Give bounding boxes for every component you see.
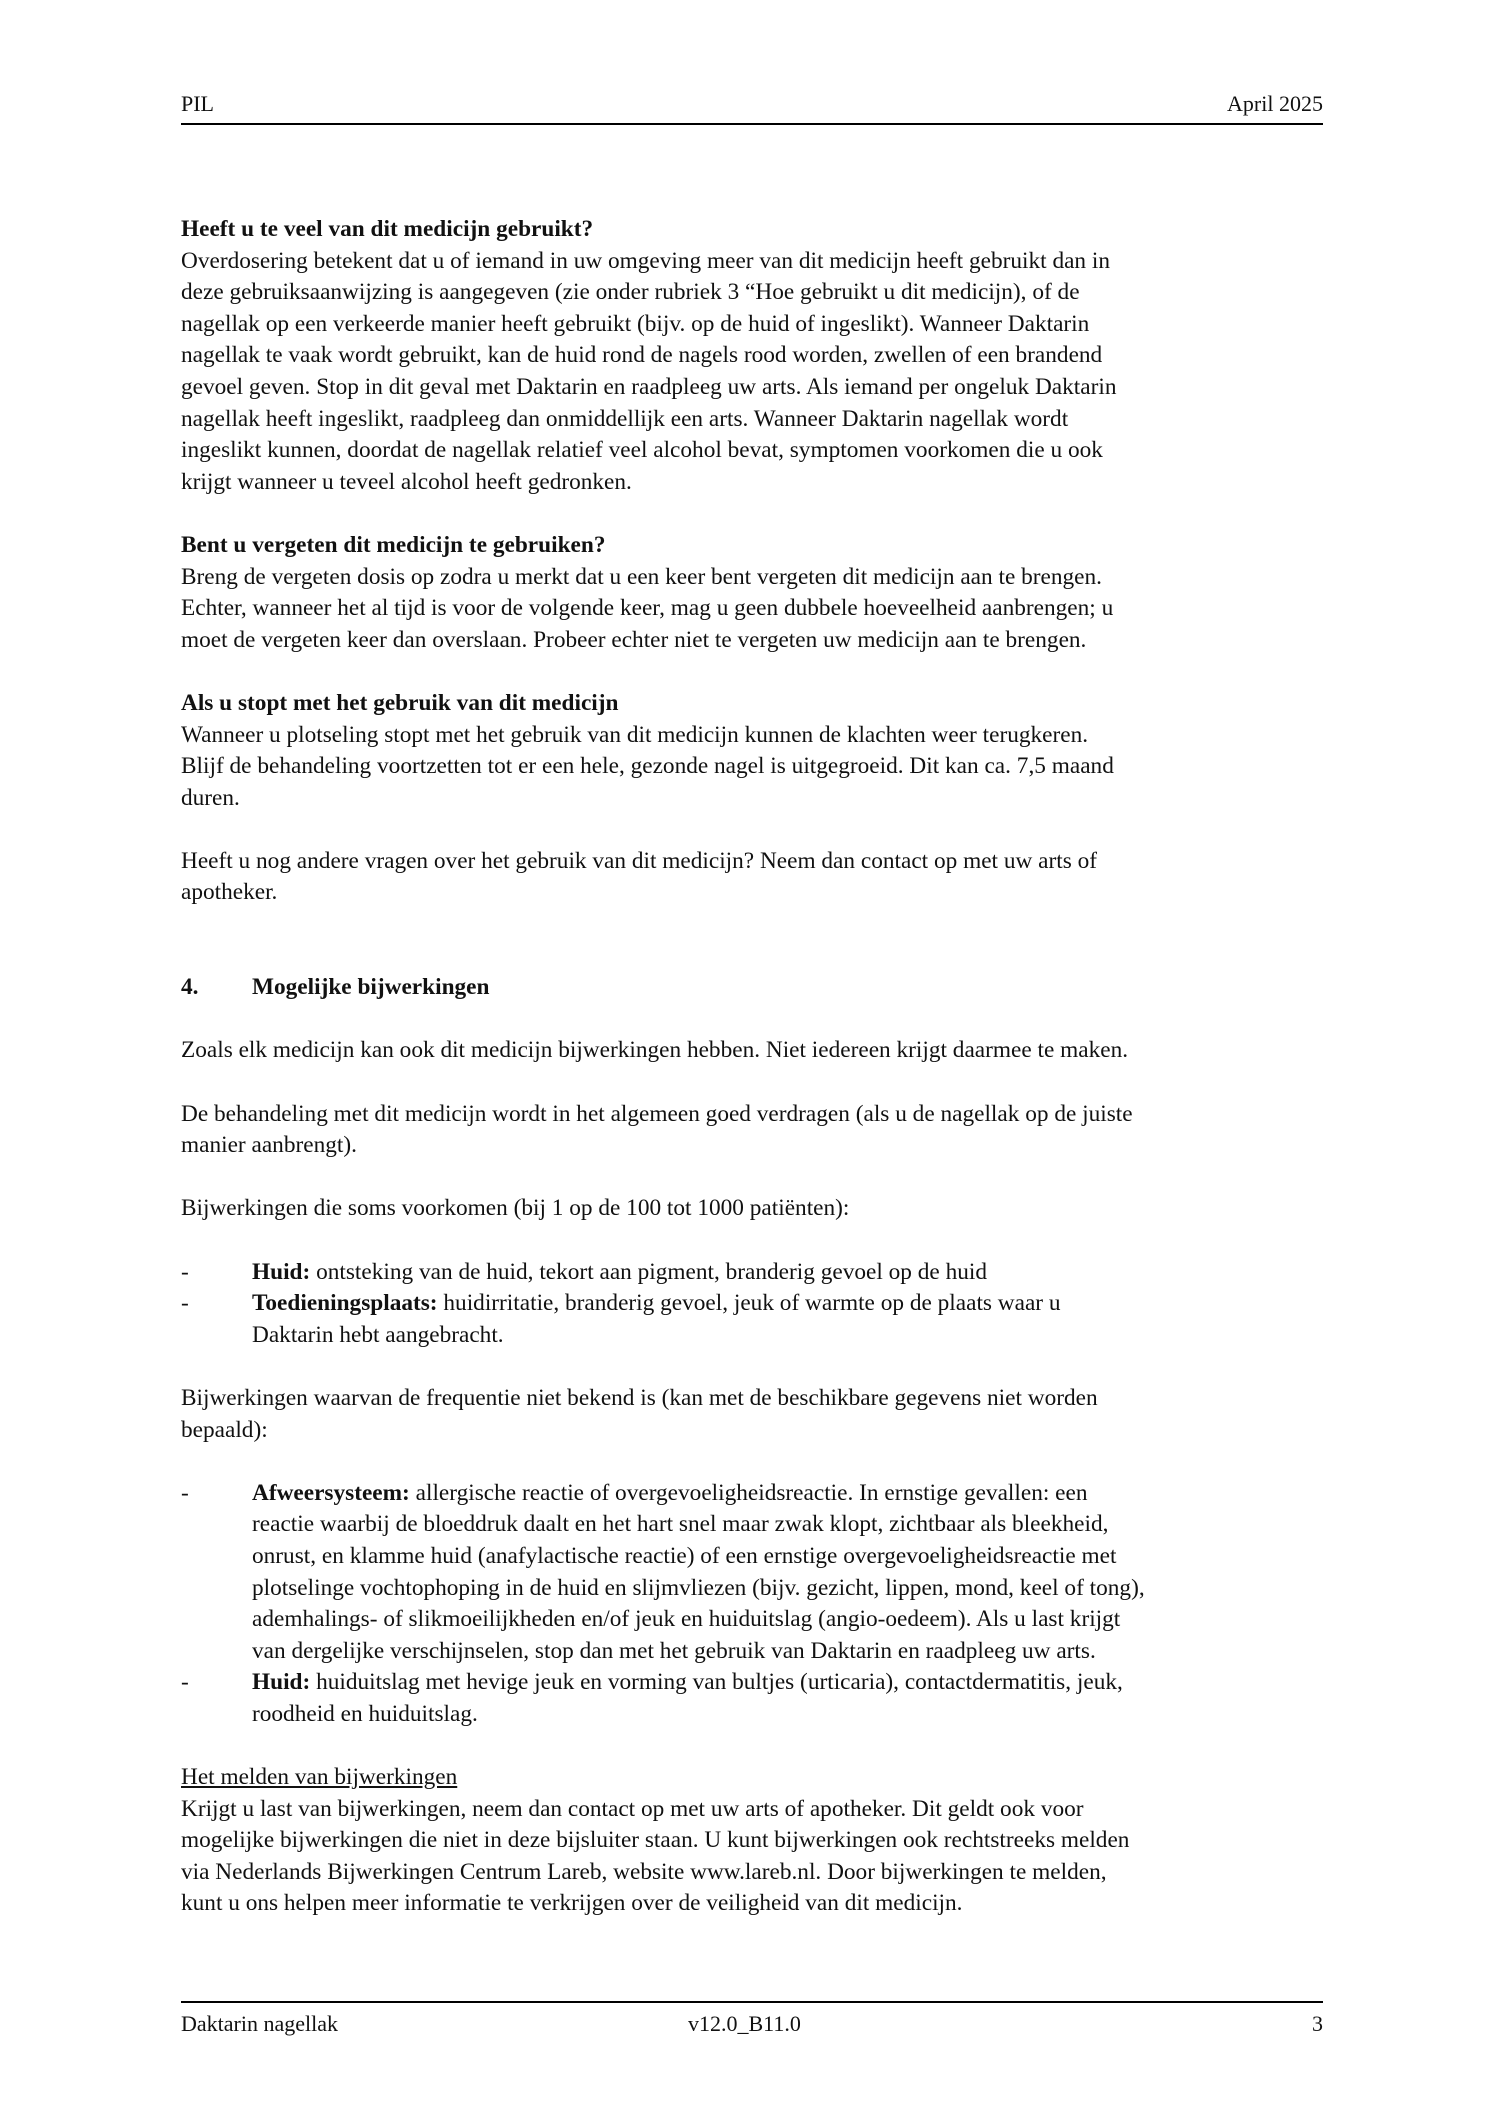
- report-heading: Het melden van bijwerkingen: [181, 1764, 458, 1791]
- sometimes-intro: Bijwerkingen die soms voorkomen (bij 1 op de 100 tot 1000 patiënten):: [181, 1195, 850, 1222]
- section-number: 4.: [181, 974, 199, 1001]
- text-line: ingeslikt kunnen, doordat de nagellak relatief veel alcohol bevat, symptomen voorkomen die u ook: [181, 437, 1103, 464]
- text-line: nagellak heeft ingeslikt, raadpleeg dan onmiddellijk een arts. Wanneer Daktarin nagellak wordt: [181, 405, 1069, 432]
- section-title: Mogelijke bijwerkingen: [252, 974, 490, 1001]
- list-item: [181, 1288, 1326, 1351]
- page-footer: [181, 2001, 1323, 2043]
- forgot-heading: Bent u vergeten dit medicijn te gebruiken?: [181, 531, 606, 558]
- overdose-heading: Heeft u te veel van dit medicijn gebruikt?: [181, 216, 594, 242]
- item-label: Huid:: [252, 1258, 311, 1285]
- item-label: Toedieningsplaats:: [252, 1290, 438, 1317]
- stop-paragraph: [181, 720, 1326, 815]
- unknown-list: [181, 1478, 1326, 1731]
- footer-product-name: Daktarin nagellak: [181, 2011, 338, 2036]
- list-item: [181, 1478, 1326, 1668]
- text-line: nagellak te vaak wordt gebruikt, kan de huid rond de nagels rood worden, zwellen of een brandend: [181, 342, 1103, 369]
- text-line: mogelijke bijwerkingen die niet in deze bijsluiter staan. U kunt bijwerkingen ook rechtstreeks melden: [181, 1827, 1130, 1854]
- text-line: De behandeling met dit medicijn wordt in het algemeen goed verdragen (als u de nagellak op de juiste: [181, 1100, 1133, 1127]
- report-paragraph: [181, 1794, 1326, 1920]
- text-line: bepaald):: [181, 1416, 268, 1443]
- dash-bullet: -: [181, 1258, 189, 1285]
- text-line: nagellak op een verkeerde manier heeft gebruikt (bijv. op de huid of ingeslikt). Wanneer Daktarin: [181, 310, 1090, 337]
- text-line: Wanneer u plotseling stopt met het gebruik van dit medicijn kunnen de klachten weer terugkeren.: [181, 721, 1089, 748]
- item-text: ontsteking van de huid, tekort aan pigment, branderig gevoel op de huid: [310, 1258, 988, 1285]
- side-effects-intro: Zoals elk medicijn kan ook dit medicijn bijwerkingen hebben. Niet iedereen krijgt daarmee te maken.: [181, 1037, 1129, 1064]
- text-line: Blijf de behandeling voortzetten tot er een hele, gezonde nagel is uitgegroeid. Dit kan ca. 7,5 maand: [181, 753, 1114, 780]
- dash-bullet: -: [181, 1290, 189, 1317]
- text-line: moet de vergeten keer dan overslaan. Probeer echter niet te vergeten uw medicijn aan te brengen.: [181, 626, 1087, 653]
- text-line: manier aanbrengt).: [181, 1132, 357, 1159]
- item-text: plotselinge vochtophoping in de huid en slijmvliezen (bijv. gezicht, lippen, mond, keel of tong),: [252, 1574, 1145, 1601]
- tolerated-paragraph: [181, 1099, 1326, 1162]
- text-line: apotheker.: [181, 879, 278, 906]
- document-body: [181, 214, 1326, 1920]
- text-line: deze gebruiksaanwijzing is aangegeven (zie onder rubriek 3 “Hoe gebruikt u dit medicijn), of de: [181, 279, 1080, 306]
- item-text: reactie waarbij de bloeddruk daalt en het hart snel maar zwak klopt, zichtbaar als bleekheid,: [252, 1511, 1109, 1538]
- text-line: gevoel geven. Stop in dit geval met Daktarin en raadpleeg uw arts. Als iemand per ongeluk Daktarin: [181, 373, 1117, 400]
- unknown-intro: [181, 1383, 1326, 1446]
- header-doc-type: PIL: [181, 91, 214, 116]
- sometimes-list: [181, 1257, 1326, 1352]
- list-item: [181, 1667, 1326, 1730]
- text-line: Echter, wanneer het al tijd is voor de volgende keer, mag u geen dubbele hoeveelheid aanbrengen; u: [181, 595, 1114, 622]
- text-line: kunt u ons helpen meer informatie te verkrijgen over de veiligheid van dit medicijn.: [181, 1890, 963, 1917]
- page-number: 3: [1312, 2011, 1323, 2036]
- text-line: Overdosering betekent dat u of iemand in uw omgeving meer van dit medicijn heeft gebruikt dan in: [181, 247, 1111, 274]
- item-label: Huid:: [252, 1669, 311, 1696]
- item-text: allergische reactie of overgevoeligheidsreactie. In ernstige gevallen: een: [409, 1479, 1088, 1506]
- text-line: Bijwerkingen waarvan de frequentie niet bekend is (kan met de beschikbare gegevens niet worden: [181, 1384, 1098, 1411]
- questions-paragraph: [181, 846, 1326, 909]
- overdose-paragraph: [181, 246, 1326, 499]
- section-4-heading: [181, 972, 1326, 1004]
- header-date: April 2025: [1227, 91, 1323, 116]
- text-line: krijgt wanneer u teveel alcohol heeft gedronken.: [181, 468, 632, 495]
- item-label: Afweersysteem:: [252, 1479, 410, 1506]
- text-line: Krijgt u last van bijwerkingen, neem dan contact op met uw arts of apotheker. Dit geldt ook voor: [181, 1795, 1084, 1822]
- item-text: onrust, en klamme huid (anafylactische reactie) of een ernstige overgevoeligheidsreactie met: [252, 1542, 1117, 1569]
- text-line: via Nederlands Bijwerkingen Centrum Lareb, website www.lareb.nl. Door bijwerkingen te melden,: [181, 1858, 1107, 1885]
- footer-version: v12.0_B11.0: [688, 2011, 801, 2036]
- dash-bullet: -: [181, 1669, 189, 1696]
- item-text: ademhalings- of slikmoeilijkheden en/of jeuk en huiduitslag (angio-oedeem). Als u last krijgt: [252, 1606, 1121, 1633]
- list-item: [181, 1257, 1326, 1289]
- forgot-paragraph: [181, 562, 1326, 657]
- item-text: van dergelijke verschijnselen, stop dan met het gebruik van Daktarin en raadpleeg uw arts.: [252, 1637, 1096, 1664]
- text-line: Breng de vergeten dosis op zodra u merkt dat u een keer bent vergeten dit medicijn aan te brengen.: [181, 563, 1102, 590]
- item-text: Daktarin hebt aangebracht.: [252, 1321, 504, 1348]
- item-text: huiduitslag met hevige jeuk en vorming van bultjes (urticaria), contactdermatitis, jeuk,: [310, 1669, 1123, 1696]
- item-text: huidirritatie, branderig gevoel, jeuk of warmte op de plaats waar u: [437, 1290, 1061, 1317]
- item-text: roodheid en huiduitslag.: [252, 1700, 478, 1727]
- stop-heading: Als u stopt met het gebruik van dit medicijn: [181, 689, 619, 716]
- text-line: duren.: [181, 784, 240, 811]
- text-line: Heeft u nog andere vragen over het gebruik van dit medicijn? Neem dan contact op met uw arts of: [181, 847, 1098, 874]
- page-header: [181, 91, 1323, 125]
- dash-bullet: -: [181, 1479, 189, 1506]
